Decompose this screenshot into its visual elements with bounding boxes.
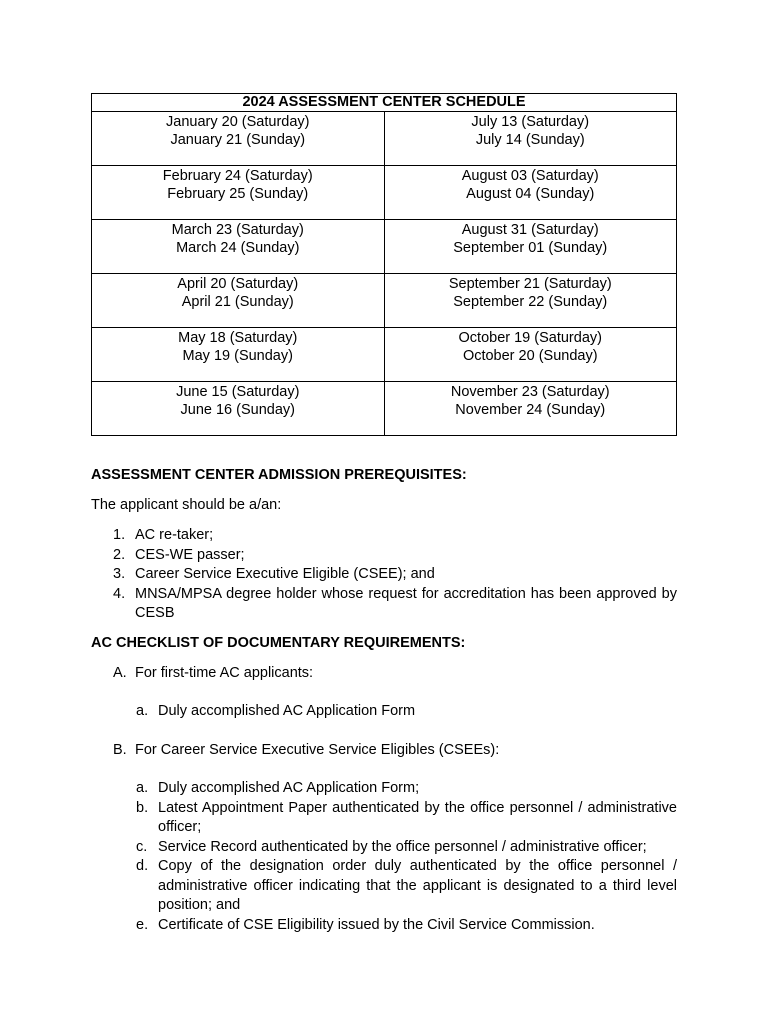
schedule-cell: [92, 112, 385, 166]
list-number: 4.: [113, 585, 126, 602]
list-item: [91, 546, 677, 566]
schedule-table: [91, 93, 677, 436]
schedule-date: January 20 (Saturday): [166, 114, 310, 130]
list-item-text: Duly accomplished AC Application Form: [158, 703, 416, 719]
item-letter: a.: [136, 703, 149, 719]
schedule-date: September 21 (Saturday): [448, 276, 612, 292]
schedule-cell: [384, 220, 677, 274]
list-item-text: Service Record authenticated by the office personnel / administrative officer;: [158, 838, 647, 855]
schedule-date: November 23 (Saturday): [450, 384, 610, 400]
schedule-cell: [92, 274, 385, 328]
list-item: [91, 916, 677, 936]
schedule-cell: [92, 166, 385, 220]
list-item: [91, 838, 677, 858]
schedule-title: 2024 ASSESSMENT CENTER SCHEDULE: [92, 94, 677, 112]
checklist-group: [91, 664, 677, 741]
list-item: [91, 585, 677, 624]
schedule-cell: [384, 112, 677, 166]
list-item: [91, 779, 677, 799]
schedule-header-row: [92, 94, 677, 112]
schedule-date: September 22 (Sunday): [453, 294, 608, 310]
schedule-date: November 24 (Sunday): [455, 402, 606, 418]
checklist-heading: AC CHECKLIST OF DOCUMENTARY REQUIREMENTS:: [91, 634, 466, 651]
schedule-date: May 19 (Sunday): [182, 348, 293, 364]
list-item: [91, 702, 677, 722]
group-title: For first-time AC applicants:: [135, 664, 314, 681]
schedule-row: [92, 274, 677, 328]
checklist-items: [135, 779, 677, 935]
schedule-date: August 03 (Saturday): [461, 168, 599, 184]
schedule-cell: [92, 220, 385, 274]
group-letter: B.: [113, 741, 127, 758]
list-item-text: Latest Appointment Paper authenticated by the office personnel / administrative officer;: [158, 799, 677, 835]
list-item: [91, 799, 677, 838]
schedule-row: [92, 112, 677, 166]
group-title: For Career Service Executive Service Eligibles (CSEEs):: [135, 741, 500, 758]
schedule-date: August 04 (Sunday): [466, 186, 595, 202]
schedule-date: July 13 (Saturday): [471, 114, 590, 130]
schedule-date: June 16 (Sunday): [180, 402, 295, 418]
checklist-groups: [91, 664, 677, 936]
schedule-cell: [384, 274, 677, 328]
schedule-cell: [92, 328, 385, 382]
prerequisites-heading: ASSESSMENT CENTER ADMISSION PREREQUISITES:: [91, 467, 467, 483]
item-letter: d.: [136, 858, 149, 874]
item-letter: b.: [136, 799, 149, 816]
schedule-date: February 25 (Sunday): [167, 186, 309, 202]
schedule-date: August 31 (Saturday): [461, 222, 599, 238]
schedule-date: April 20 (Saturday): [177, 276, 299, 292]
checklist-group: [91, 741, 677, 936]
document-page: [91, 93, 677, 935]
schedule-date: September 01 (Sunday): [453, 240, 608, 256]
list-item: [91, 565, 677, 585]
prerequisites-list: [91, 526, 677, 624]
list-number: 1.: [113, 527, 126, 543]
checklist-items: [135, 702, 677, 722]
schedule-row: [92, 166, 677, 220]
list-item-text: MNSA/MPSA degree holder whose request for accreditation has been approved by CESB: [135, 585, 677, 621]
item-letter: e.: [136, 916, 149, 933]
schedule-date: April 21 (Sunday): [181, 294, 294, 310]
schedule-date: January 21 (Sunday): [170, 132, 306, 148]
schedule-cell: [384, 166, 677, 220]
list-item-text: AC re-taker;: [135, 527, 214, 543]
schedule-date: June 15 (Saturday): [176, 384, 300, 400]
prerequisites-intro: The applicant should be a/an:: [91, 497, 282, 513]
schedule-date: October 20 (Sunday): [462, 348, 598, 364]
schedule-date: March 24 (Sunday): [176, 240, 300, 256]
list-number: 2.: [113, 546, 126, 563]
list-item-text: Certificate of CSE Eligibility issued by the Civil Service Commission.: [158, 916, 595, 933]
item-letter: a.: [136, 780, 149, 796]
list-item: [91, 857, 677, 916]
schedule-date: July 14 (Sunday): [475, 132, 585, 148]
schedule-cell: [384, 328, 677, 382]
list-item-text: Duly accomplished AC Application Form;: [158, 780, 420, 796]
schedule-date: March 23 (Saturday): [171, 222, 304, 238]
item-letter: c.: [136, 838, 148, 855]
list-item: [91, 526, 677, 546]
schedule-date: October 19 (Saturday): [458, 330, 602, 346]
list-item-text: Career Service Executive Eligible (CSEE); and: [135, 566, 435, 582]
list-item-text: CES-WE passer;: [135, 546, 245, 563]
schedule-row: [92, 328, 677, 382]
list-item-text: Copy of the designation order duly authenticated by the office personnel / administrative officer indicating that the applicant is designated to a third level position; and: [158, 858, 677, 913]
list-number: 3.: [113, 566, 126, 582]
schedule-date: May 18 (Saturday): [178, 330, 298, 346]
schedule-row: [92, 382, 677, 436]
schedule-date: February 24 (Saturday): [162, 168, 313, 184]
schedule-row: [92, 220, 677, 274]
schedule-cell: [92, 382, 385, 436]
schedule-cell: [384, 382, 677, 436]
group-letter: A.: [113, 664, 127, 681]
